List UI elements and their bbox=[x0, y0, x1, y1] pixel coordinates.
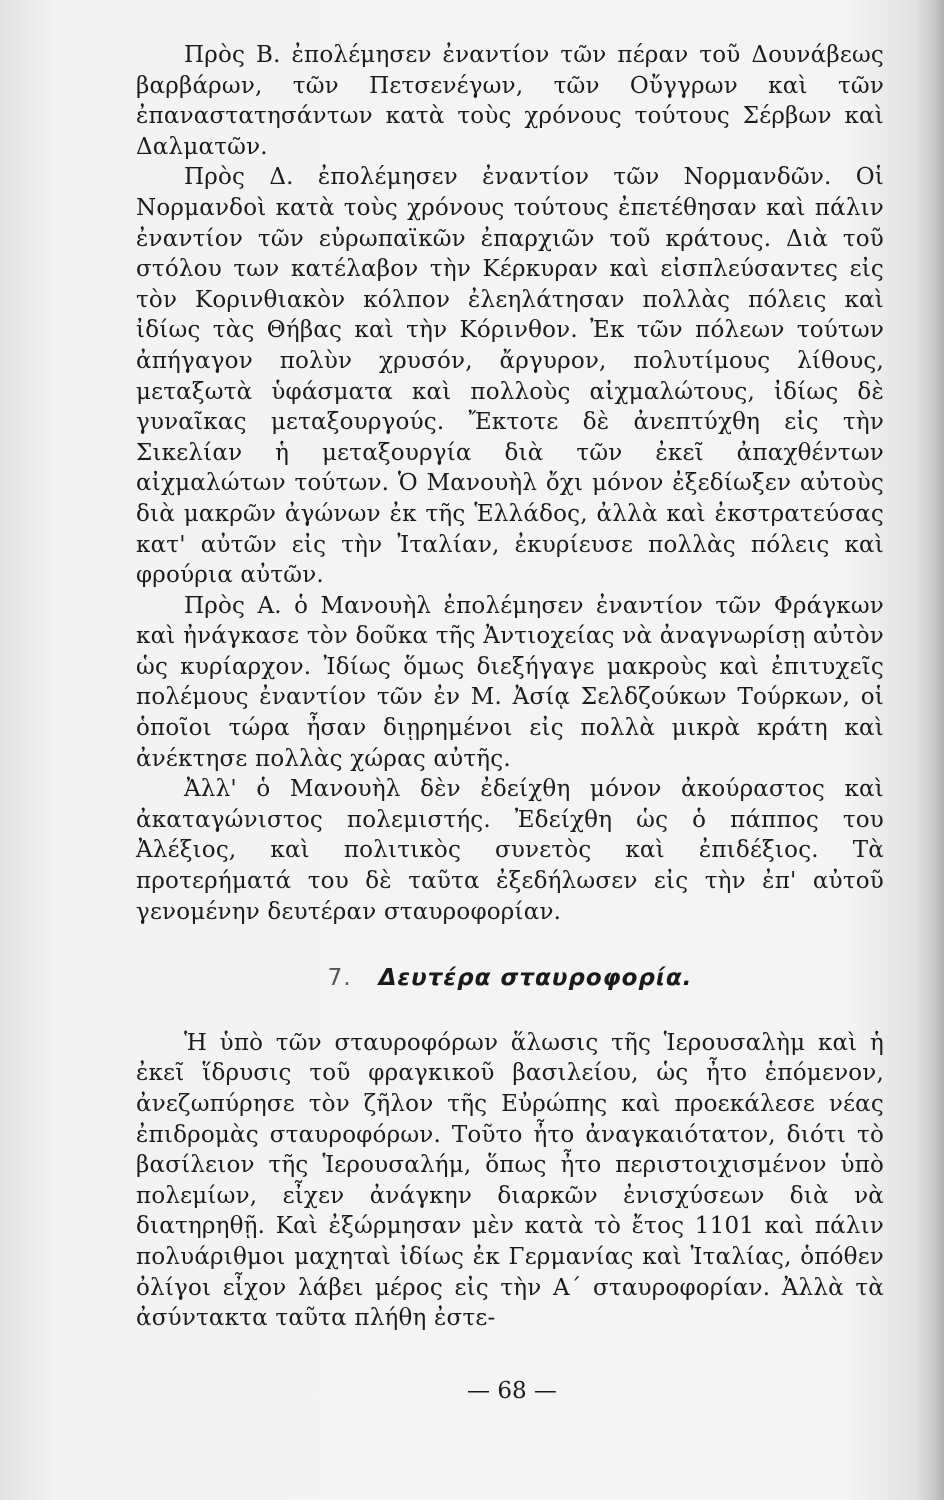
paragraph-manuel-politics: Ἀλλ' ὁ Μανουὴλ δὲν ἐδείχθη μόνον ἀκούραστος καὶ ἀκαταγώνιστος πολεμιστής. Ἐδείχθη ὡς ὁ πάππος του Ἀλέξιος, καὶ πολιτικὸς συνετὸς καὶ ἐπιδέξιος. Τὰ προτερήματά του δὲ ταῦτα ἐξεδήλωσεν εἰς τὴν ἐπ' αὐτοῦ γενομένην δευτέραν σταυροφορίαν. bbox=[136, 776, 884, 925]
paragraph-normans: Πρὸς Δ. ἐπολέμησεν ἐναντίον τῶν Νορμανδῶν. Οἱ Νορμανδοὶ κατὰ τοὺς χρόνους τούτους ἐπετέθησαν καὶ πάλιν ἐναντίον τῶν εὐρωπαϊκῶν ἐπαρχιῶν τοῦ κράτους. Διὰ τοῦ στόλου των κατέλαβον τὴν Κέρκυραν καὶ εἰσπλεύσαντες εἰς τὸν Κορινθιακὸν κόλπον ἐλεηλάτησαν πολλὰς πόλεις καὶ ἰδίως τὰς Θήβας καὶ τὴν Κόρινθον. Ἐκ τῶν πόλεων τούτων ἀπήγαγον πολὺν χρυσόν, ἄργυρον, πολυτίμους λίθους, μεταξωτὰ ὑφάσματα καὶ πολλοὺς αἰχμαλώτους, ἰδίως δὲ γυναῖκας μεταξουργούς. Ἔκτοτε δὲ ἀνεπτύχθη εἰς τὴν Σικελίαν ἡ μεταξουργία διὰ τῶν ἐκεῖ ἀπαχθέντων αἰχμαλώτων τούτων. Ὁ Μανουὴλ ὄχι μόνον ἐξεδίωξεν αὐτοὺς διὰ μακρῶν ἀγώνων ἐκ τῆς Ἑλλάδος, ἀλλὰ καὶ ἐκστρατεύσας κατ' αὐτῶν εἰς τὴν Ἰταλίαν, ἐκυρίευσε πολλὰς πόλεις καὶ φρούρια αὐτῶν. bbox=[136, 164, 884, 589]
paragraph-second-crusade: Ἡ ὑπὸ τῶν σταυροφόρων ἅλωσις τῆς Ἱερουσαλὴμ καὶ ἡ ἐκεῖ ἵδρυσις τοῦ φραγκικοῦ βασιλείου, ὡς ἦτο ἑπόμενον, ἀνεζωπύρησε τὸν ζῆλον τῆς Εὐρώπης καὶ προεκάλεσε νέας ἐπιδρομὰς σταυροφόρων. Τοῦτο ἦτο ἀναγκαιότατον, διότι τὸ βασίλειον τῆς Ἱερουσαλήμ, ὅπως ἦτο περιστοιχισμένον ὑπὸ πολεμίων, εἶχεν ἀνάγκην διαρκῶν ἐνισχύσεων διὰ νὰ διατηρηθῇ. Καὶ ἐξώρμησαν μὲν κατὰ τὸ ἔτος 1101 καὶ πάλιν πολυάριθμοι μαχηταὶ ἰδίως ἐκ Γερμανίας καὶ Ἰταλίας, ὁπόθεν ὀλίγοι εἶχον λάβει μέρος εἰς τὴν Α΄ σταυροφορίαν. Ἀλλὰ τὰ ἀσύντακτα ταῦτα πλήθη ἐστε- bbox=[136, 1029, 884, 1332]
paragraph-serbs: Πρὸς Β. ἐπολέμησεν ἐναντίον τῶν πέραν τοῦ Δουνάβεως βαρβάρων, τῶν Πετσενέγων, τῶν Οὔγγρων καὶ τῶν ἐπαναστατησάντων κατὰ τοὺς χρόνους τούτους Σέρβων καὶ Δαλματῶν. bbox=[136, 42, 884, 160]
page-number: — 68 — bbox=[467, 1378, 557, 1404]
paragraph-franks: Πρὸς Α. ὁ Μανουὴλ ἐπολέμησεν ἐναντίον τῶν Φράγκων καὶ ἠνάγκασε τὸν δοῦκα τῆς Ἀντιοχείας νὰ ἀναγνωρίσῃ αὐτὸν ὡς κυρίαρχον. Ἰδίως ὅμως διεξήγαγε μακροὺς καὶ ἐπιτυχεῖς πολέμους ἐναντίον τῶν ἐν Μ. Ἀσίᾳ Σελδζούκων Τούρκων, οἱ ὁποῖοι τώρα ἦσαν διῃρημένοι εἰς πολλὰ μικρὰ κράτη καὶ ἀνέκτησε πολλὰς χώρας αὐτῆς. bbox=[136, 592, 884, 772]
page-edge-shadow bbox=[916, 0, 944, 1500]
body-text bbox=[136, 40, 884, 1334]
section-title: Δευτέρα σταυροφορία. bbox=[378, 965, 693, 992]
section-number: 7. bbox=[327, 965, 352, 992]
section-heading bbox=[136, 963, 884, 994]
